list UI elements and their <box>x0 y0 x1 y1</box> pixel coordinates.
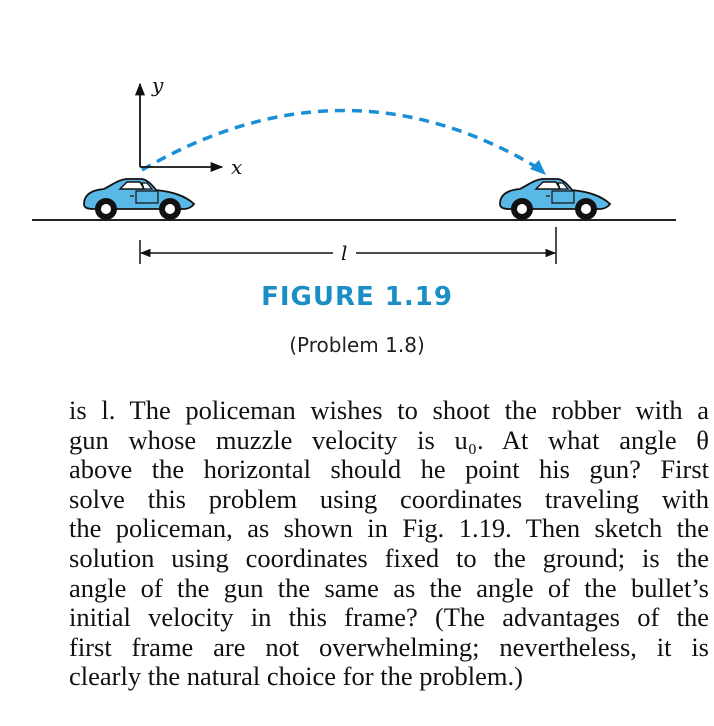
police-car-icon <box>84 179 194 220</box>
paragraph-line: gun whose muzzle velocity is u₀. At what angle θ <box>69 424 709 455</box>
trajectory-arrowhead-icon <box>530 160 546 175</box>
figure-title: FIGURE 1.19 <box>261 282 453 312</box>
paragraph-line: is l. The policeman wishes to shoot the robber with a <box>69 395 709 425</box>
y-axis-label: y <box>152 73 164 97</box>
x-axis-label: x <box>231 155 243 179</box>
robber-car-icon <box>500 179 610 220</box>
paragraph-line: clearly the natural choice for the problem.) <box>69 661 523 692</box>
paragraph-line: first frame are not overwhelming; nevertheless, it is <box>69 631 709 662</box>
figure-subtitle: (Problem 1.8) <box>289 333 425 357</box>
paragraph-line: angle of the gun the same as the angle of the bullet’s <box>69 572 709 603</box>
problem-figure <box>0 0 714 280</box>
paragraph-line: the policeman, as shown in Fig. 1.19. Then sketch the <box>69 513 709 544</box>
paragraph-line: above the horizontal should he point his gun? First <box>69 454 709 485</box>
paragraph-line: initial velocity in this frame? (The advantages of the <box>69 602 709 633</box>
bullet-trajectory <box>142 110 538 170</box>
paragraph-line: solve this problem using coordinates traveling with <box>69 483 709 514</box>
distance-label: l <box>341 241 348 265</box>
paragraph-line: solution using coordinates fixed to the ground; is the <box>69 542 709 573</box>
problem-paragraph <box>69 396 709 692</box>
